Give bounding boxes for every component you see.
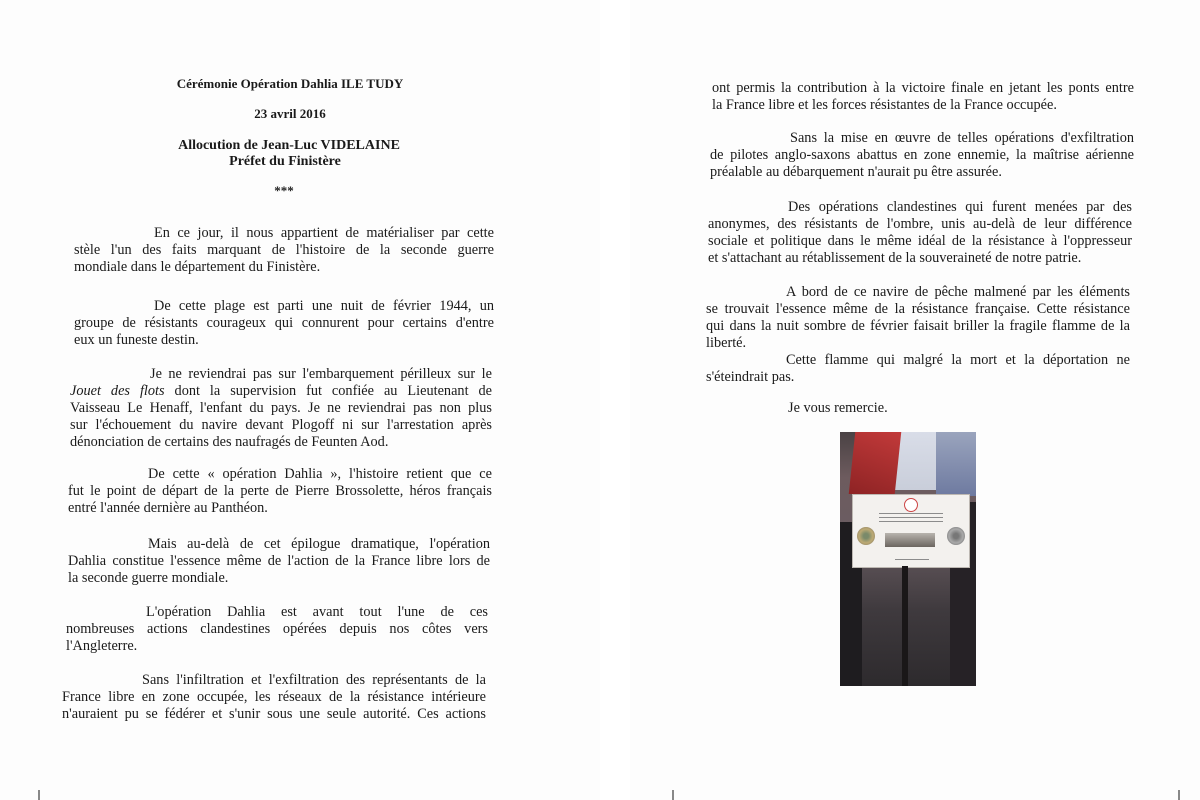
paragraph-line: la France libre et les forces résistantes de la France occupée. [712, 97, 1057, 113]
memorial-plaque-photo [840, 432, 976, 686]
plaque-text-line [879, 521, 943, 522]
paragraph-line: Cette flamme qui malgré la mort et la déportation ne [786, 352, 1130, 368]
paragraph-line: Je vous remercie. [788, 400, 888, 416]
paragraph-line: Je ne reviendrai pas sur l'embarquement périlleux sur le [150, 366, 492, 382]
paragraph-line: Sans la mise en œuvre de telles opérations d'exfiltration [790, 130, 1134, 146]
plaque-post [902, 566, 908, 686]
separator: *** [274, 183, 294, 198]
paragraph-line: et s'attachant au rétablissement de la souveraineté de notre patrie. [708, 250, 1082, 266]
paragraph-line: sur l'échouement du navire devant Plogoff ni sur l'arrestation après [70, 417, 492, 433]
paragraph-line: Des opérations clandestines qui furent menées par des [788, 199, 1132, 215]
paragraph-line: n'auraient pu se fédérer et s'unir sous une seule autorité. Ces actions [62, 706, 486, 722]
paragraph-line: mondiale dans le département du Finistère. [74, 259, 321, 275]
paragraph-line: sociale et politique dans le même idéal de la résistance à l'oppresseur [708, 233, 1132, 249]
paragraph-line: liberté. [706, 335, 747, 351]
plaque-caption-line [895, 559, 929, 560]
paragraph-line: Dahlia constitue l'essence même de l'action de la France libre lors de [68, 553, 490, 569]
paragraph-2 [74, 298, 494, 349]
paragraph-line: En ce jour, il nous appartient de matérialiser par cette [154, 225, 494, 241]
plaque-text-line [879, 517, 943, 518]
paragraph-line: France libre en zone occupée, les réseaux de la résistance intérieure [62, 689, 486, 705]
paragraph-line: A bord de ce navire de pêche malmené par les éléments [786, 284, 1130, 300]
paragraph-line: ont permis la contribution à la victoire finale en jetant les ponts entre [712, 80, 1134, 96]
paragraph-8 [712, 80, 1134, 114]
flag-red-band [849, 432, 902, 494]
page-fold-mark [672, 790, 674, 800]
emblem-icon [904, 498, 918, 512]
paragraph-line: dénonciation de certains des naufragés de Feunten Aod. [70, 434, 389, 450]
paragraph-12 [706, 352, 1130, 386]
paragraph-9 [710, 130, 1134, 181]
page-fold-mark [1178, 790, 1180, 800]
paragraph-3 [70, 366, 492, 451]
paragraph-line: De cette plage est parti une nuit de février 1944, un [154, 298, 494, 314]
paragraph-line: De cette « opération Dahlia », l'histoire retient que ce [148, 466, 492, 482]
paragraph-line: nombreuses actions clandestines opérées depuis nos côtes vers [66, 621, 488, 637]
document-date: 23 avril 2016 [254, 106, 326, 121]
boat-photo [885, 533, 935, 547]
paragraph-line: groupe de résistants courageux qui connurent pour certains d'entre [74, 315, 494, 331]
paragraph-11 [706, 284, 1130, 352]
paragraph-line: préalable au débarquement n'aurait pu être assurée. [710, 164, 1002, 180]
paragraph-line: fut le point de départ de la perte de Pierre Brossolette, héros français [68, 483, 492, 499]
paragraph-line: se trouvait l'essence même de la résistance française. Cette résistance [706, 301, 1130, 317]
medal-icon [947, 527, 965, 545]
paragraph-1 [74, 225, 494, 276]
paragraph-line: Mais au-delà de cet épilogue dramatique, l'opération [148, 536, 490, 552]
page-fold-mark [38, 790, 40, 800]
paragraph-line: de pilotes anglo-saxons abattus en zone ennemie, la maîtrise aérienne [710, 147, 1134, 163]
commemorative-plaque [852, 494, 970, 568]
paragraph-line: eux un funeste destin. [74, 332, 199, 348]
paragraph-6 [66, 604, 488, 655]
speech-author: Allocution de Jean-Luc VIDELAINE [178, 138, 400, 153]
paragraph-line [70, 383, 492, 400]
paragraph-line: stèle l'un des faits marquant de l'histoire de la seconde guerre [74, 242, 494, 258]
paragraph-line: qui dans la nuit sombre de février faisait briller la fragile flamme de la [706, 318, 1130, 334]
document-title: Cérémonie Opération Dahlia ILE TUDY [176, 76, 404, 91]
paragraph-line: Vaisseau Le Henaff, l'enfant du pays. Je ne reviendrai pas non plus [70, 400, 492, 416]
paragraph-10 [708, 199, 1132, 267]
paragraph-7 [62, 672, 486, 723]
medal-icon [857, 527, 875, 545]
ship-name: Jouet des flots [70, 383, 165, 399]
paragraph-5 [68, 536, 490, 587]
paragraph-line: la seconde guerre mondiale. [68, 570, 229, 586]
paragraph-line: Sans l'infiltration et l'exfiltration des représentants de la [142, 672, 486, 688]
page-gutter [600, 0, 630, 800]
paragraph-line: entré l'année dernière au Panthéon. [68, 500, 268, 516]
flag-blue-band [936, 432, 976, 496]
paragraph-line-text: dont la supervision fut confiée au Lieutenant de [174, 383, 493, 399]
paragraph-line: L'opération Dahlia est avant tout l'une de ces [146, 604, 488, 620]
paragraph-line: s'éteindrait pas. [706, 369, 795, 385]
speech-author-title: Préfet du Finistère [229, 154, 341, 169]
paragraph-line: l'Angleterre. [66, 638, 138, 654]
closing-line [788, 400, 988, 417]
paragraph-4 [68, 466, 492, 517]
plaque-text-line [879, 513, 943, 514]
paragraph-line: anonymes, des résistants de l'ombre, unis au-delà de leur différence [708, 216, 1132, 232]
